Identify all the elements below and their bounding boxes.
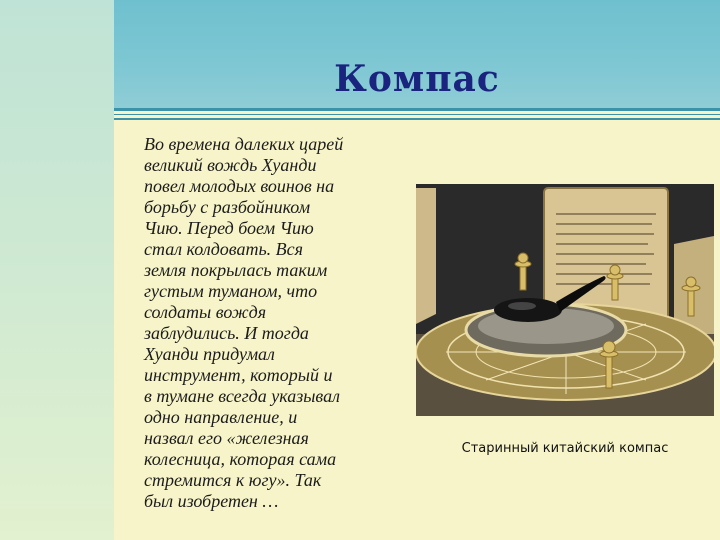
compass-illustration [416,184,714,416]
title-divider-line [114,108,720,111]
photo-caption: Старинный китайский компас [461,441,669,456]
body-text: Во времена далеких царей великий вождь Хуанди повел молодых воинов на борьбу с разбойником Чию. Перед боем Чию стал колдовать. Вся земля покрылась таким густым туманом, что солдаты вождя заблудились. И тогда Хуанди придумал инструмент, который и в тумане всегда указывал одно направление, и назвал его «железная колесница, которая сама стремится к югу». Так был изобретен … [144,134,344,511]
title-divider-line [114,114,720,115]
left-decorative-band [0,0,114,540]
slide-title: Компас [334,58,500,100]
compass-photo [416,184,714,416]
title-divider-line [114,118,720,120]
